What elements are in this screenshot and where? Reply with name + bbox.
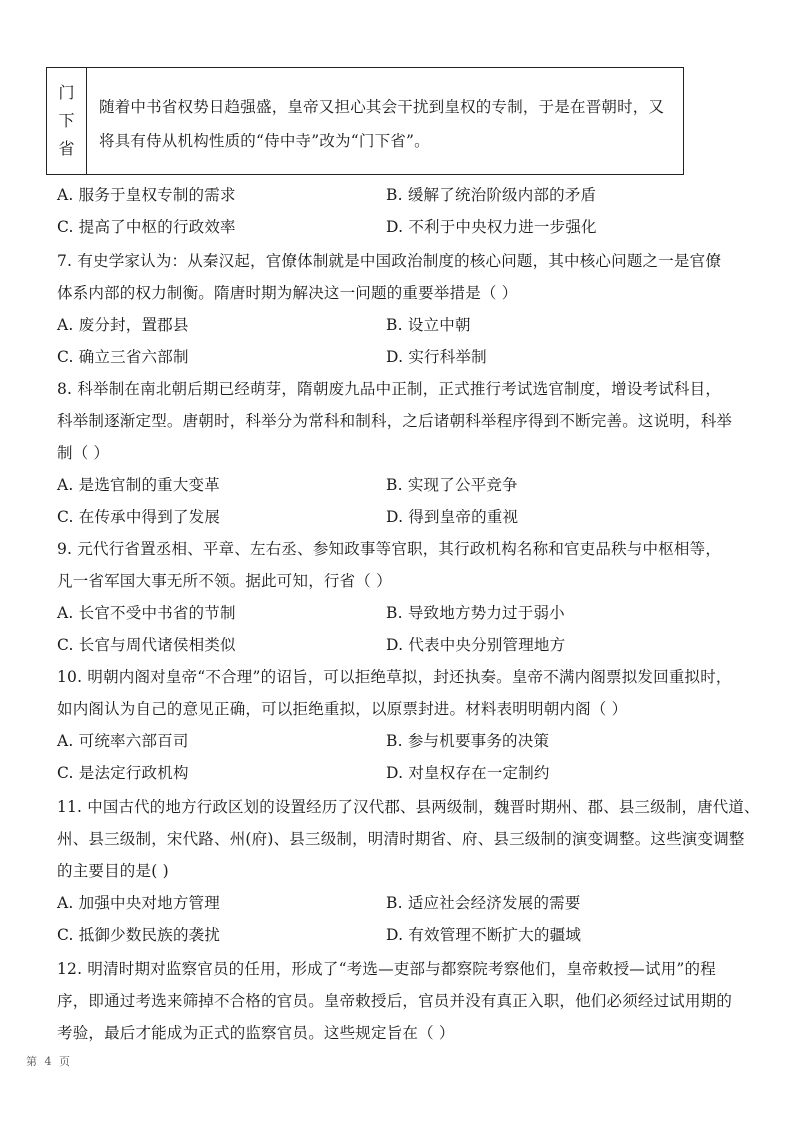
q7-option-a[interactable]: A. 废分封，置郡县 (57, 316, 189, 334)
q6-option-c[interactable]: C. 提高了中枢的行政效率 (57, 218, 236, 236)
table-line: 将具有侍从机构性质的“侍中寺”改为“门下省”。 (99, 132, 430, 150)
q10-option-d[interactable]: D. 对皇权存在一定制约 (386, 764, 550, 782)
q11-stem-line: 11. 中国古代的地方行政区划的设置经历了汉代郡、县两级制，魏晋时期州、郡、县三级制，唐代道、 (57, 798, 760, 816)
q9-option-b[interactable]: B. 导致地方势力过于弱小 (386, 604, 565, 622)
q7-stem-line: 体系内部的权力制衡。隋唐时期为解决这一问题的重要举措是（ ） (57, 284, 518, 302)
q7-option-c[interactable]: C. 确立三省六部制 (57, 348, 189, 366)
q11-option-b[interactable]: B. 适应社会经济发展的需要 (386, 894, 581, 912)
q9-stem-line: 9. 元代行省置丞相、平章、左右丞、参知政事等官职，其行政机构名称和官吏品秩与中枢相等， (57, 540, 722, 558)
q6-option-a[interactable]: A. 服务于皇权专制的需求 (57, 186, 236, 204)
material-table (46, 67, 684, 175)
q11-option-c[interactable]: C. 抵御少数民族的袭扰 (57, 926, 221, 944)
q7-stem-line: 7. 有史学家认为：从秦汉起，官僚体制就是中国政治制度的核心问题，其中核心问题之一是官僚 (57, 252, 722, 270)
q7-option-b[interactable]: B. 设立中朝 (386, 316, 471, 334)
q12-stem-line: 考验，最后才能成为正式的监察官员。这些规定旨在（ ） (57, 1024, 455, 1042)
q10-stem-line: 如内阁认为自己的意见正确，可以拒绝重拟，以原票封进。材料表明明朝内阁（ ） (57, 700, 628, 718)
q9-option-d[interactable]: D. 代表中央分别管理地方 (386, 636, 566, 654)
q6-option-d[interactable]: D. 不利于中央权力进一步强化 (386, 218, 597, 236)
q11-option-d[interactable]: D. 有效管理不断扩大的疆域 (386, 926, 582, 944)
q8-option-c[interactable]: C. 在传承中得到了发展 (57, 508, 221, 526)
q8-stem-line: 8. 科举制在南北朝后期已经萌芽，隋朝废九品中正制，正式推行考试选官制度，增设考试科目， (57, 380, 722, 398)
q12-stem-line: 序，即通过考选来筛掉不合格的官员。皇帝敕授后，官员并没有真正入职，他们必须经过试用期的 (57, 992, 733, 1010)
q11-option-a[interactable]: A. 加强中央对地方管理 (57, 894, 220, 912)
q9-option-c[interactable]: C. 长官与周代诸侯相类似 (57, 636, 236, 654)
page-number: 第 4 页 (26, 1055, 72, 1068)
q6-option-b[interactable]: B. 缓解了统治阶级内部的矛盾 (386, 186, 597, 204)
table-header-cell (47, 68, 87, 174)
q8-option-a[interactable]: A. 是选官制的重大变革 (57, 476, 220, 494)
q10-option-b[interactable]: B. 参与机要事务的决策 (386, 732, 550, 750)
q9-stem-line: 凡一省军国大事无所不领。据此可知，行省（ ） (57, 572, 392, 590)
header-char: 省 (58, 139, 75, 158)
q7-option-d[interactable]: D. 实行科举制 (386, 348, 487, 366)
q12-stem-line: 12. 明清时期对监察官员的任用，形成了“考选—吏部与都察院考察他们，皇帝敕授—试用”的程 (57, 960, 716, 978)
header-char: 门 (58, 83, 75, 102)
table-body-cell (87, 68, 683, 174)
q8-stem-line: 科举制逐渐定型。唐朝时，科举分为常科和制科，之后诸朝科举程序得到不断完善。这说明，科举 (57, 412, 733, 430)
q8-option-b[interactable]: B. 实现了公平竞争 (386, 476, 518, 494)
q8-stem-line: 制（ ） (57, 444, 110, 462)
q8-option-d[interactable]: D. 得到皇帝的重视 (386, 508, 519, 526)
header-char: 下 (58, 111, 75, 130)
q10-option-a[interactable]: A. 可统率六部百司 (57, 732, 189, 750)
q9-option-a[interactable]: A. 长官不受中书省的节制 (57, 604, 236, 622)
q10-stem-line: 10. 明朝内阁对皇帝“不合理”的诏旨，可以拒绝草拟，封还执奏。皇帝不满内阁票拟发回重拟时， (57, 668, 732, 686)
table-line: 随着中书省权势日趋强盛，皇帝又担心其会干扰到皇权的专制，于是在晋朝时，又 (99, 98, 665, 116)
q10-option-c[interactable]: C. 是法定行政机构 (57, 764, 189, 782)
q11-stem-line: 州、县三级制，宋代路、州(府)、县三级制，明清时期省、府、县三级制的演变调整。这些演变调整 (57, 830, 745, 848)
q11-stem-line: 的主要目的是( ) (57, 862, 169, 880)
